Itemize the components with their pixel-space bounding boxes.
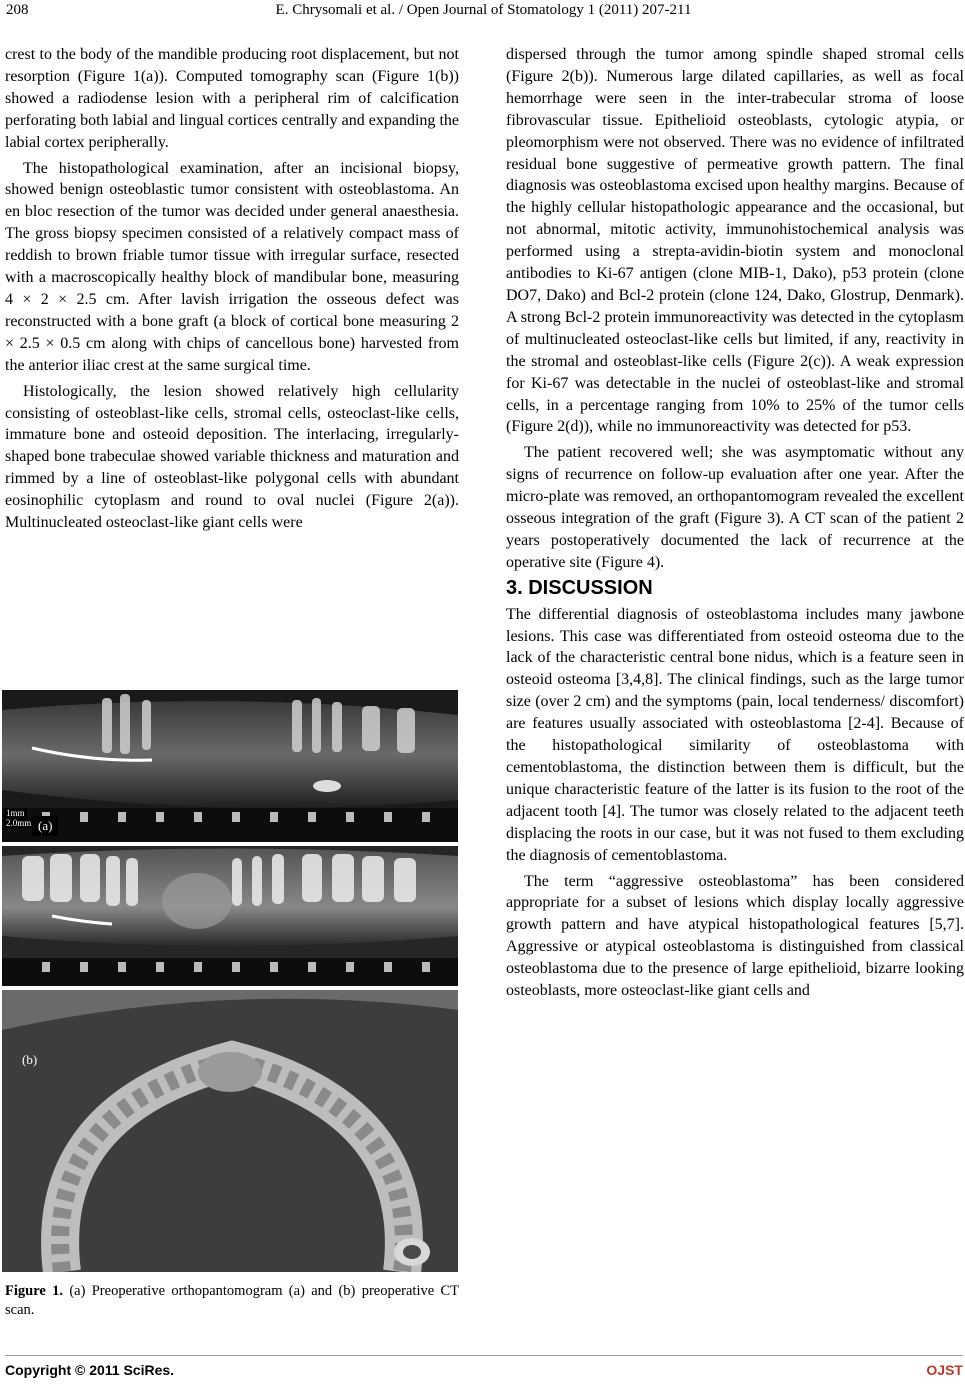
footer-rule [5, 1355, 963, 1356]
caption-text: (a) Preoperative orthopantomogram (a) and (b) preoperative CT scan. [5, 1283, 460, 1318]
right-paragraph-1: dispersed through the tumor among spindle shaped stromal cells (Figure 2(b)). Numerous large dilated capillaries, as well as focal hemorrhage were seen in the inter-trabecular stroma of loose fibrovascular tissue. Epithelioid osteoblasts, cytologic atypia, or pleomorphism were not observed. There was no evidence of infiltrated residual bone suggestive of permeative growth pattern. The final diagnosis was osteoblastoma excised upon healthy margins. Because of the highly cellular histopathologic appearance and the occasional, but not abnormal, mitotic activity, immunohistochemical analysis was performed using a strepta-avidin-biotin system and monoclonal antibodies to Ki-67 antigen (clone MIB-1, Dako), p53 protein (clone DO7, Dako) and Bcl-2 protein (clone 124, Dako, Glostrup, Denmark). A strong Bcl-2 protein immunoreactivity was detected in the cytoplasm of multinucleated osteoclast-like cells but limited, if any, reactivity in the stromal and osteoblast-like cells (Figure 2(c)). A weak expression for Ki-67 was detectable in the nuclei of osteoblast-like and stromal cells, in a percentage ranging from 10% to 25% of the tumor cells (Figure 2(d)), while no immunoreactivity was detected for p53. [506, 46, 964, 436]
figure-1 [2, 690, 460, 1276]
section-heading: 3. DISCUSSION [506, 576, 653, 599]
figure-caption [5, 1282, 459, 1320]
right-paragraph-3: The differential diagnosis of osteoblastoma includes many jawbone lesions. This case was differentiated from osteoid osteoma due to the lack of the characteristic central bone nidus, which is a feature seen in osteoid osteoma [3,4,8]. The clinical findings, such as the large tumor size (over 2 cm) and the symptoms (pain, local tenderness/ discomfort) are features usually associated with osteoblastoma [2-4]. Because of the histopathological similarity of osteoblastoma with cementoblastoma, the distinction between them is difficult, but the unique characteristic feature of the latter is its fusion to the root of the adjacent tooth [4]. The tumor was closely related to the adjacent teeth displacing the roots in our case, but it was not fused to them excluding the diagnosis of cementoblastoma. [506, 605, 964, 864]
page-header [6, 2, 961, 22]
figure-label-b: (b) [16, 1050, 43, 1070]
orthopantomogram-panel-top [2, 690, 458, 842]
orthopantomogram-image-bottom [2, 846, 458, 986]
page-number: 208 [6, 2, 29, 18]
ct-scan-image [2, 990, 458, 1272]
scan-scale-2: 2.0mm [6, 818, 32, 828]
copyright-text: Copyright © 2011 SciRes. [5, 1362, 175, 1378]
orthopantomogram-image-top [2, 690, 458, 842]
left-paragraph-2: The histopathological examination, after an incisional biopsy, showed benign osteoblastic tumor consistent with osteoblastoma. An en bloc resection of the tumor was decided under general anaesthesia. The gross biopsy specimen consisted of a relatively compact mass of reddish to brown friable tumor tissue with irregular surface, resected with a macroscopically healthy block of mandibular bone, measuring 4 × 2 × 2.5 cm. After lavish irrigation the osseous defect was reconstructed with a bone graft (a block of cortical bone measuring 2 × 2.5 × 0.5 cm along with chips of cancellous bone) harvested from the anterior iliac crest at the same surgical time. [5, 159, 459, 374]
ct-scan-panel [2, 990, 458, 1272]
scan-scale-1: 1mm [6, 808, 25, 818]
left-paragraph-1: crest to the body of the mandible producing root displacement, but not resorption (Figure 1(a)). Computed tomography scan (Figure 1(b)) showed a radiodense lesion with a peripheral rim of calcification perforating both labial and lingual cortices centrally and expanding the labial cortex peripherally. [5, 46, 459, 151]
left-column [5, 44, 459, 538]
right-paragraph-2: The patient recovered well; she was asymptomatic without any signs of recurrence on follow-up evaluation after one year. After the micro-plate was removed, an orthopantomogram revealed the excellent osseous integration of the graft (Figure 3). A CT scan of the patient 2 years postoperatively documented the lack of recurrence at the operative site (Figure 4). [506, 444, 964, 571]
journal-abbrev: OJST [926, 1362, 963, 1378]
right-paragraph-4: The term “aggressive osteoblastoma” has been considered appropriate for a subset of lesions which display locally aggressive growth pattern and have atypical histopathological features [5,7]. Aggressive or atypical osteoblastoma is distinguished from classical osteoblastoma due to the presence of large epithelioid, bizarre looking osteoblasts, more osteoclast-like giant cells and [506, 872, 964, 1000]
right-column [506, 44, 964, 1006]
caption-label: Figure 1. [5, 1283, 64, 1299]
orthopantomogram-panel-bottom [2, 846, 458, 986]
left-paragraph-3: Histologically, the lesion showed relatively high cellularity consisting of osteoblast-like cells, stromal cells, osteoclast-like cells, immature bone and osteoid deposition. The interlacing, irregularly-shaped bone trabeculae showed variable thickness and maturation and rimmed by a line of osteoblast-like polygonal cells with abundant eosinophilic cytoplasm and round to oval nuclei (Figure 2(a)). Multinucleated osteoclast-like giant cells were [5, 382, 459, 532]
figure-label-a: (a) [32, 816, 58, 836]
running-title: E. Chrysomali et al. / Open Journal of Stomatology 1 (2011) 207-211 [275, 2, 692, 18]
